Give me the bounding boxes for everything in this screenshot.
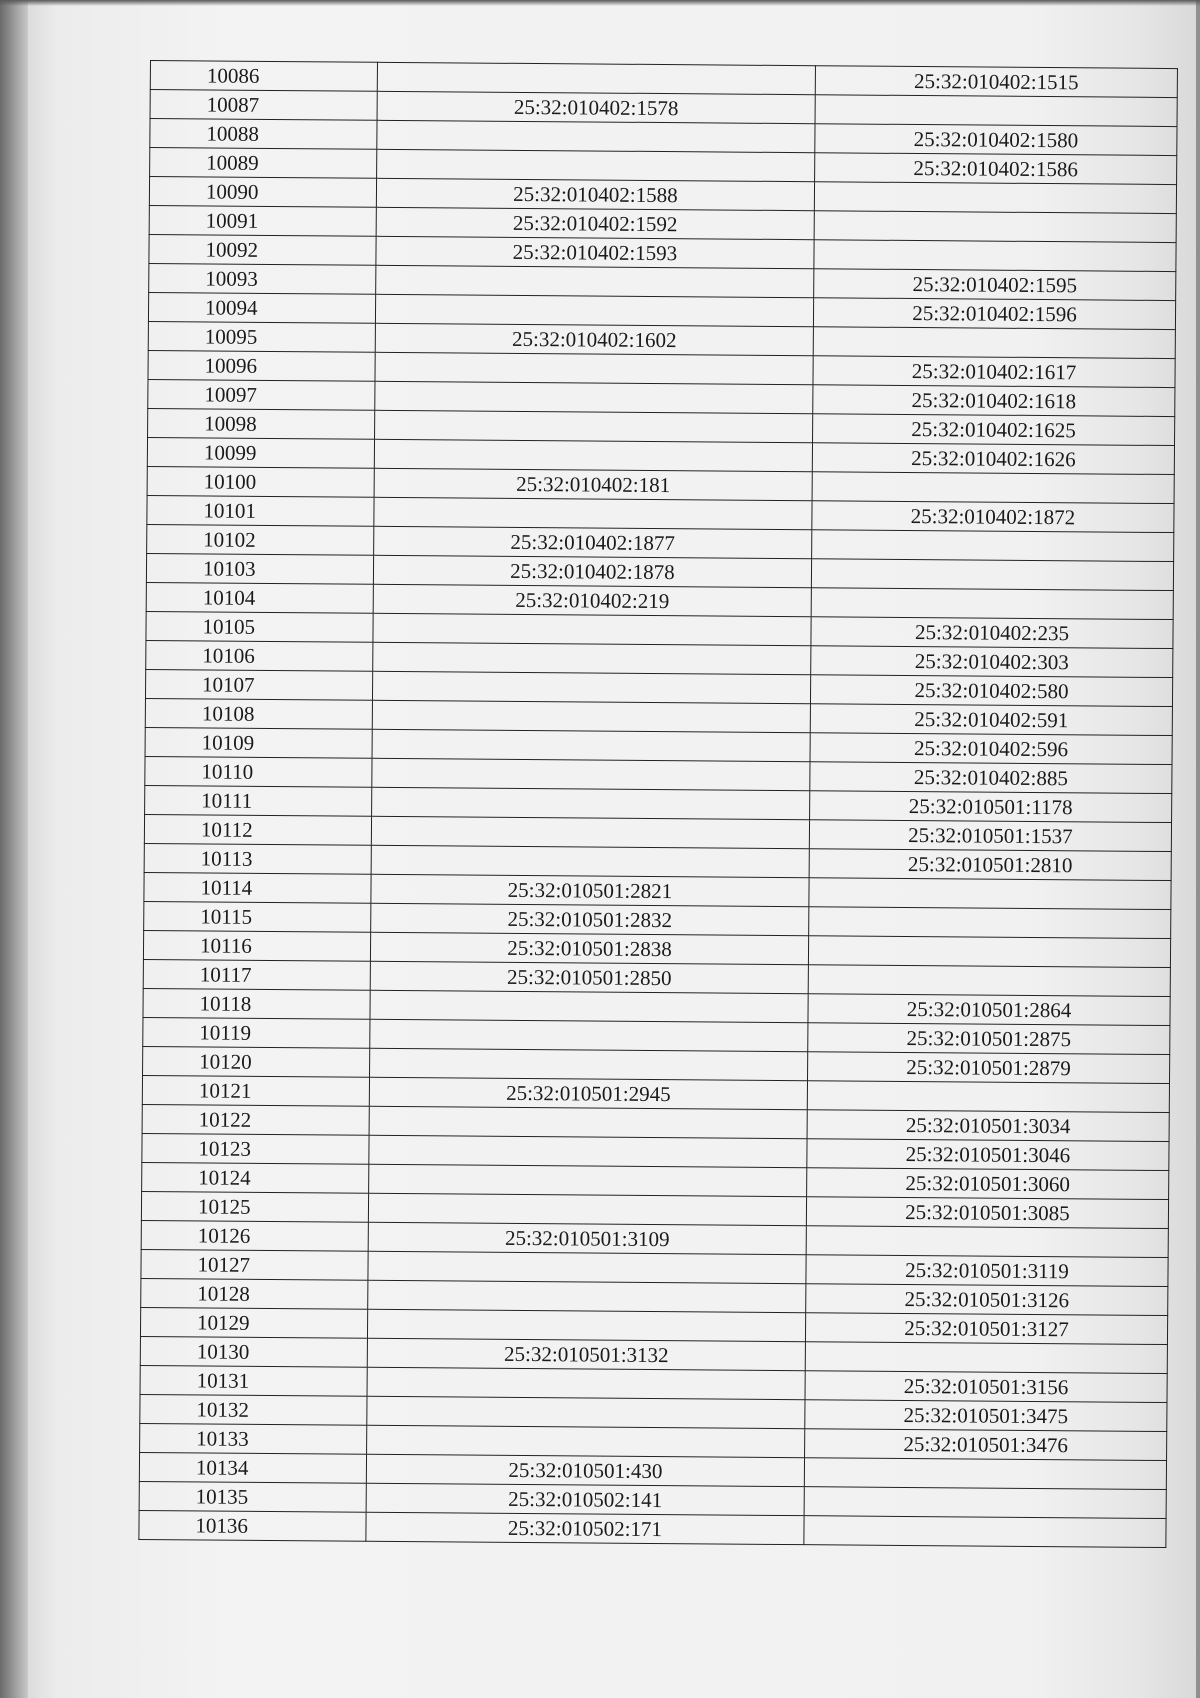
row-number-cell: 10104: [146, 582, 373, 613]
cadastral-number-cell-a: 25:32:010402:1602: [375, 323, 813, 355]
cadastral-number-cell-a: [369, 1135, 807, 1167]
cadastral-number-cell-b: 25:32:010402:1617: [813, 356, 1175, 388]
cadastral-number-cell-b: [809, 907, 1171, 939]
cadastral-number-cell-b: 25:32:010501:2864: [808, 994, 1170, 1026]
cadastral-number-cell-a: 25:32:010402:181: [374, 468, 812, 500]
row-number-cell: 10106: [146, 640, 373, 671]
cadastral-number-cell-b: [814, 240, 1176, 272]
cadastral-number-cell-b: 25:32:010501:3475: [805, 1400, 1167, 1432]
cadastral-number-cell-a: [368, 1251, 806, 1283]
cadastral-number-cell-b: [814, 182, 1176, 214]
scan-top-shadow: [0, 0, 1200, 6]
cadastral-number-cell-b: [813, 327, 1175, 359]
cadastral-numbers-table: [138, 60, 1178, 1548]
cadastral-number-cell-a: [375, 294, 813, 326]
row-number-cell: 10113: [144, 843, 371, 874]
row-number-cell: 10114: [144, 872, 371, 903]
row-number-cell: 10126: [141, 1220, 368, 1251]
cadastral-number-cell-a: [372, 758, 810, 790]
cadastral-number-cell-b: 25:32:010402:580: [810, 675, 1172, 707]
row-number-cell: 10105: [146, 611, 373, 642]
cadastral-number-cell-a: [373, 642, 811, 674]
row-number-cell: 10135: [139, 1481, 366, 1512]
row-number-cell: 10120: [143, 1046, 370, 1077]
cadastral-number-cell-b: 25:32:010402:1596: [813, 298, 1175, 330]
cadastral-number-cell-b: [814, 211, 1176, 243]
cadastral-number-cell-b: [804, 1487, 1166, 1519]
row-number-cell: 10128: [141, 1278, 368, 1309]
cadastral-number-cell-b: [808, 965, 1170, 997]
cadastral-number-cell-a: [370, 1048, 808, 1080]
cadastral-number-cell-b: [809, 878, 1171, 910]
row-number-cell: 10110: [145, 756, 372, 787]
row-number-cell: 10090: [149, 177, 376, 208]
row-number-cell: 10123: [142, 1133, 369, 1164]
row-number-cell: 10127: [141, 1249, 368, 1280]
cadastral-number-cell-b: 25:32:010501:3126: [806, 1284, 1168, 1316]
cadastral-number-cell-a: [367, 1309, 805, 1341]
row-number-cell: 10101: [147, 495, 374, 526]
cadastral-number-cell-a: 25:32:010501:2838: [370, 932, 808, 964]
row-number-cell: 10133: [140, 1423, 367, 1454]
row-number-cell: 10134: [139, 1452, 366, 1483]
row-number-cell: 10121: [142, 1075, 369, 1106]
cadastral-number-cell-a: 25:32:010501:3132: [367, 1338, 805, 1370]
cadastral-number-cell-b: 25:32:010402:1625: [813, 414, 1175, 446]
cadastral-number-cell-a: [368, 1193, 806, 1225]
cadastral-number-cell-a: 25:32:010502:171: [366, 1512, 804, 1544]
cadastral-number-cell-a: 25:32:010501:2821: [371, 874, 809, 906]
cadastral-number-cell-a: [377, 120, 815, 152]
row-number-cell: 10102: [147, 524, 374, 555]
cadastral-number-cell-b: 25:32:010501:3085: [806, 1197, 1168, 1229]
cadastral-number-cell-a: [375, 381, 813, 413]
cadastral-number-cell-b: 25:32:010501:2810: [809, 849, 1171, 881]
cadastral-number-cell-b: [815, 95, 1177, 127]
cadastral-number-cell-a: 25:32:010402:1877: [374, 526, 812, 558]
row-number-cell: 10118: [143, 988, 370, 1019]
cadastral-number-cell-a: 25:32:010402:1578: [377, 91, 815, 123]
row-number-cell: 10092: [149, 234, 376, 265]
cadastral-number-cell-b: 25:32:010501:1178: [810, 791, 1172, 823]
row-number-cell: 10094: [148, 292, 375, 323]
cadastral-number-cell-b: 25:32:010402:596: [810, 733, 1172, 765]
row-number-cell: 10109: [145, 727, 372, 758]
cadastral-number-cell-b: 25:32:010402:1586: [815, 153, 1177, 185]
row-number-cell: 10112: [144, 814, 371, 845]
cadastral-number-cell-b: 25:32:010402:591: [810, 704, 1172, 736]
row-number-cell: 10122: [142, 1104, 369, 1135]
cadastral-number-cell-b: 25:32:010501:1537: [809, 820, 1171, 852]
cadastral-number-cell-b: 25:32:010402:1580: [815, 124, 1177, 156]
cadastral-number-cell-a: [370, 990, 808, 1022]
cadastral-number-cell-a: [371, 845, 809, 877]
row-number-cell: 10108: [145, 698, 372, 729]
cadastral-number-cell-a: [376, 265, 814, 297]
cadastral-number-cell-a: 25:32:010402:1592: [376, 207, 814, 239]
cadastral-number-cell-b: 25:32:010501:2879: [808, 1052, 1170, 1084]
row-number-cell: 10088: [150, 119, 377, 150]
row-number-cell: 10107: [145, 669, 372, 700]
cadastral-number-cell-a: [367, 1425, 805, 1457]
cadastral-number-cell-b: [808, 936, 1170, 968]
cadastral-number-cell-b: 25:32:010402:1618: [813, 385, 1175, 417]
cadastral-number-cell-a: [372, 787, 810, 819]
cadastral-number-cell-b: 25:32:010501:3060: [807, 1168, 1169, 1200]
cadastral-number-cell-b: 25:32:010501:3046: [807, 1139, 1169, 1171]
row-number-cell: 10111: [145, 785, 372, 816]
cadastral-number-cell-a: [377, 149, 815, 181]
cadastral-number-cell-a: [367, 1396, 805, 1428]
cadastral-number-cell-a: 25:32:010501:430: [366, 1454, 804, 1486]
row-number-cell: 10124: [142, 1162, 369, 1193]
row-number-cell: 10130: [140, 1336, 367, 1367]
row-number-cell: 10095: [148, 321, 375, 352]
cadastral-number-cell-a: [372, 700, 810, 732]
cadastral-number-cell-b: [807, 1081, 1169, 1113]
cadastral-number-cell-b: 25:32:010402:1515: [815, 66, 1177, 98]
row-number-cell: 10096: [148, 350, 375, 381]
cadastral-number-cell-b: 25:32:010501:3034: [807, 1110, 1169, 1142]
cadastral-number-cell-a: [374, 497, 812, 529]
row-number-cell: 10093: [149, 263, 376, 294]
row-number-cell: 10086: [150, 61, 377, 92]
cadastral-number-cell-a: [375, 352, 813, 384]
cadastral-number-cell-b: 25:32:010501:3127: [805, 1313, 1167, 1345]
cadastral-number-cell-a: 25:32:010402:1588: [376, 178, 814, 210]
cadastral-number-cell-b: 25:32:010402:235: [811, 617, 1173, 649]
cadastral-number-cell-a: [369, 1106, 807, 1138]
cadastral-number-cell-a: [371, 816, 809, 848]
scan-edge-shadow: [0, 0, 28, 1698]
cadastral-number-cell-a: 25:32:010501:2850: [370, 961, 808, 993]
cadastral-number-cell-b: 25:32:010501:3476: [805, 1429, 1167, 1461]
cadastral-number-cell-a: [375, 410, 813, 442]
cadastral-number-cell-a: [377, 62, 815, 94]
row-number-cell: 10097: [148, 379, 375, 410]
cadastral-number-cell-a: [372, 671, 810, 703]
cadastral-number-cell-a: [372, 729, 810, 761]
cadastral-number-cell-a: 25:32:010402:1878: [373, 555, 811, 587]
row-number-cell: 10087: [150, 90, 377, 121]
row-number-cell: 10103: [146, 553, 373, 584]
cadastral-number-cell-b: 25:32:010501:3156: [805, 1371, 1167, 1403]
row-number-cell: 10115: [144, 901, 371, 932]
cadastral-number-cell-b: 25:32:010501:2875: [808, 1023, 1170, 1055]
cadastral-number-cell-b: 25:32:010402:1872: [812, 501, 1174, 533]
cadastral-number-cell-b: [811, 559, 1173, 591]
cadastral-number-cell-a: 25:32:010501:3109: [368, 1222, 806, 1254]
cadastral-number-cell-b: [805, 1342, 1167, 1374]
row-number-cell: 10099: [147, 437, 374, 468]
cadastral-number-cell-a: [369, 1164, 807, 1196]
cadastral-number-cell-a: 25:32:010402:219: [373, 584, 811, 616]
row-number-cell: 10117: [143, 959, 370, 990]
row-number-cell: 10100: [147, 466, 374, 497]
cadastral-number-cell-a: [370, 1019, 808, 1051]
cadastral-number-cell-b: 25:32:010402:303: [811, 646, 1173, 678]
cadastral-number-cell-b: [804, 1458, 1166, 1490]
cadastral-number-cell-b: 25:32:010402:1595: [814, 269, 1176, 301]
row-number-cell: 10125: [141, 1191, 368, 1222]
row-number-cell: 10129: [140, 1307, 367, 1338]
cadastral-number-cell-b: 25:32:010402:1626: [812, 443, 1174, 475]
cadastral-number-cell-b: 25:32:010402:885: [810, 762, 1172, 794]
cadastral-number-cell-a: 25:32:010501:2945: [369, 1077, 807, 1109]
row-number-cell: 10089: [150, 148, 377, 179]
row-number-cell: 10131: [140, 1365, 367, 1396]
row-number-cell: 10119: [143, 1017, 370, 1048]
cadastral-number-cell-b: 25:32:010501:3119: [806, 1255, 1168, 1287]
table-body: [139, 61, 1178, 1548]
cadastral-number-cell-b: [811, 588, 1173, 620]
cadastral-number-cell-a: 25:32:010402:1593: [376, 236, 814, 268]
cadastral-number-cell-b: [812, 472, 1174, 504]
row-number-cell: 10098: [148, 408, 375, 439]
row-number-cell: 10091: [149, 205, 376, 236]
cadastral-number-cell-a: [368, 1280, 806, 1312]
cadastral-number-cell-b: [812, 530, 1174, 562]
cadastral-number-cell-a: [374, 439, 812, 471]
row-number-cell: 10132: [140, 1394, 367, 1425]
cadastral-number-cell-a: 25:32:010501:2832: [371, 903, 809, 935]
cadastral-number-cell-b: [806, 1226, 1168, 1258]
row-number-cell: 10136: [139, 1510, 366, 1541]
cadastral-number-cell-a: 25:32:010502:141: [366, 1483, 804, 1515]
cadastral-number-cell-a: [367, 1367, 805, 1399]
row-number-cell: 10116: [143, 930, 370, 961]
cadastral-number-cell-b: [804, 1516, 1166, 1548]
cadastral-number-cell-a: [373, 613, 811, 645]
